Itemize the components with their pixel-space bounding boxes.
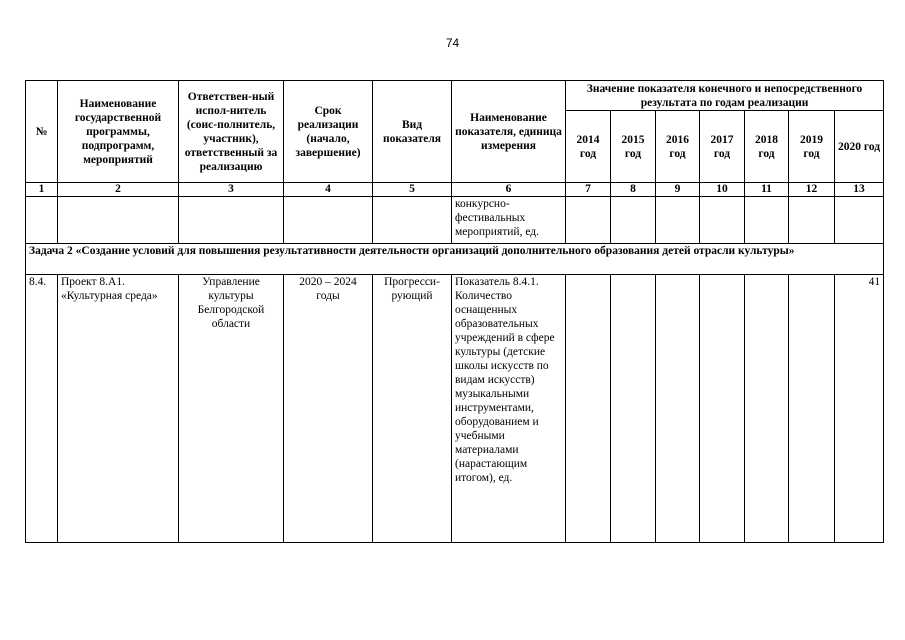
header-year-2016: 2016 год (656, 111, 700, 183)
row-value-2018 (745, 275, 789, 543)
column-number: 8 (611, 183, 656, 197)
header-indicator: Наименование показателя, единица измерения (452, 81, 566, 183)
column-number: 6 (452, 183, 566, 197)
table-row (26, 275, 884, 543)
table-cell (611, 197, 656, 244)
column-number: 1 (26, 183, 58, 197)
row-value-2016 (656, 275, 700, 543)
indicators-table (25, 80, 884, 543)
row-value-2014 (566, 275, 611, 543)
page-number: 74 (445, 36, 460, 50)
header-kind: Вид показателя (373, 81, 452, 183)
header-responsible: Ответствен-ный испол-нитель (соис-полнитель, участник), ответственный за реализацию (179, 81, 284, 183)
column-number: 5 (373, 183, 452, 197)
row-value-2019 (789, 275, 835, 543)
header-program: Наименование государственной программы, подпрограмм, мероприятий (58, 81, 179, 183)
header-year-2019: 2019 год (789, 111, 835, 183)
row-kind: Прогресси-рующий (373, 275, 452, 543)
column-number: 2 (58, 183, 179, 197)
task-title: Задача 2 «Создание условий для повышения результативности деятельности организаций дополнительного образования детей отрасли культуры» (26, 244, 884, 275)
table-cell (789, 197, 835, 244)
table-cell (700, 197, 745, 244)
table-cell (656, 197, 700, 244)
row-program: Проект 8.А1. «Культурная среда» (58, 275, 179, 543)
table-cell (835, 197, 884, 244)
column-number: 12 (789, 183, 835, 197)
row-term: 2020 – 2024 годы (284, 275, 373, 543)
table-cell (284, 197, 373, 244)
continuation-row (26, 197, 884, 244)
column-number: 3 (179, 183, 284, 197)
row-value-2020: 41 (835, 275, 884, 543)
header-year-2015: 2015 год (611, 111, 656, 183)
table-cell (58, 197, 179, 244)
column-number: 4 (284, 183, 373, 197)
column-number: 9 (656, 183, 700, 197)
header-year-2020: 2020 год (835, 111, 884, 183)
table-cell (745, 197, 789, 244)
row-indicator: Показатель 8.4.1. Количество оснащенных образовательных учреждений в сфере культуры (детские школы искусств по видам искусств) музыкальными инструментами, оборудованием и учебными материалами (нарастающим итогом), ед. (452, 275, 566, 543)
header-year-2018: 2018 год (745, 111, 789, 183)
row-num: 8.4. (26, 275, 58, 543)
row-responsible: Управление культуры Белгородской области (179, 275, 284, 543)
column-number: 10 (700, 183, 745, 197)
header-year-2014: 2014 год (566, 111, 611, 183)
header-values-group: Значение показателя конечного и непосредственного результата по годам реализации (566, 81, 884, 111)
column-number: 7 (566, 183, 611, 197)
row-value-2015 (611, 275, 656, 543)
column-number: 13 (835, 183, 884, 197)
table-cell (179, 197, 284, 244)
table-cell (373, 197, 452, 244)
row-value-2017 (700, 275, 745, 543)
header-term: Срок реализации (начало, завершение) (284, 81, 373, 183)
header-num: № (26, 81, 58, 183)
header-year-2017: 2017 год (700, 111, 745, 183)
table-cell (566, 197, 611, 244)
indicator-continuation: конкурсно-фестивальных мероприятий, ед. (452, 197, 566, 244)
column-number: 11 (745, 183, 789, 197)
table-cell (26, 197, 58, 244)
column-numbers-row (26, 183, 884, 197)
task-row (26, 244, 884, 275)
